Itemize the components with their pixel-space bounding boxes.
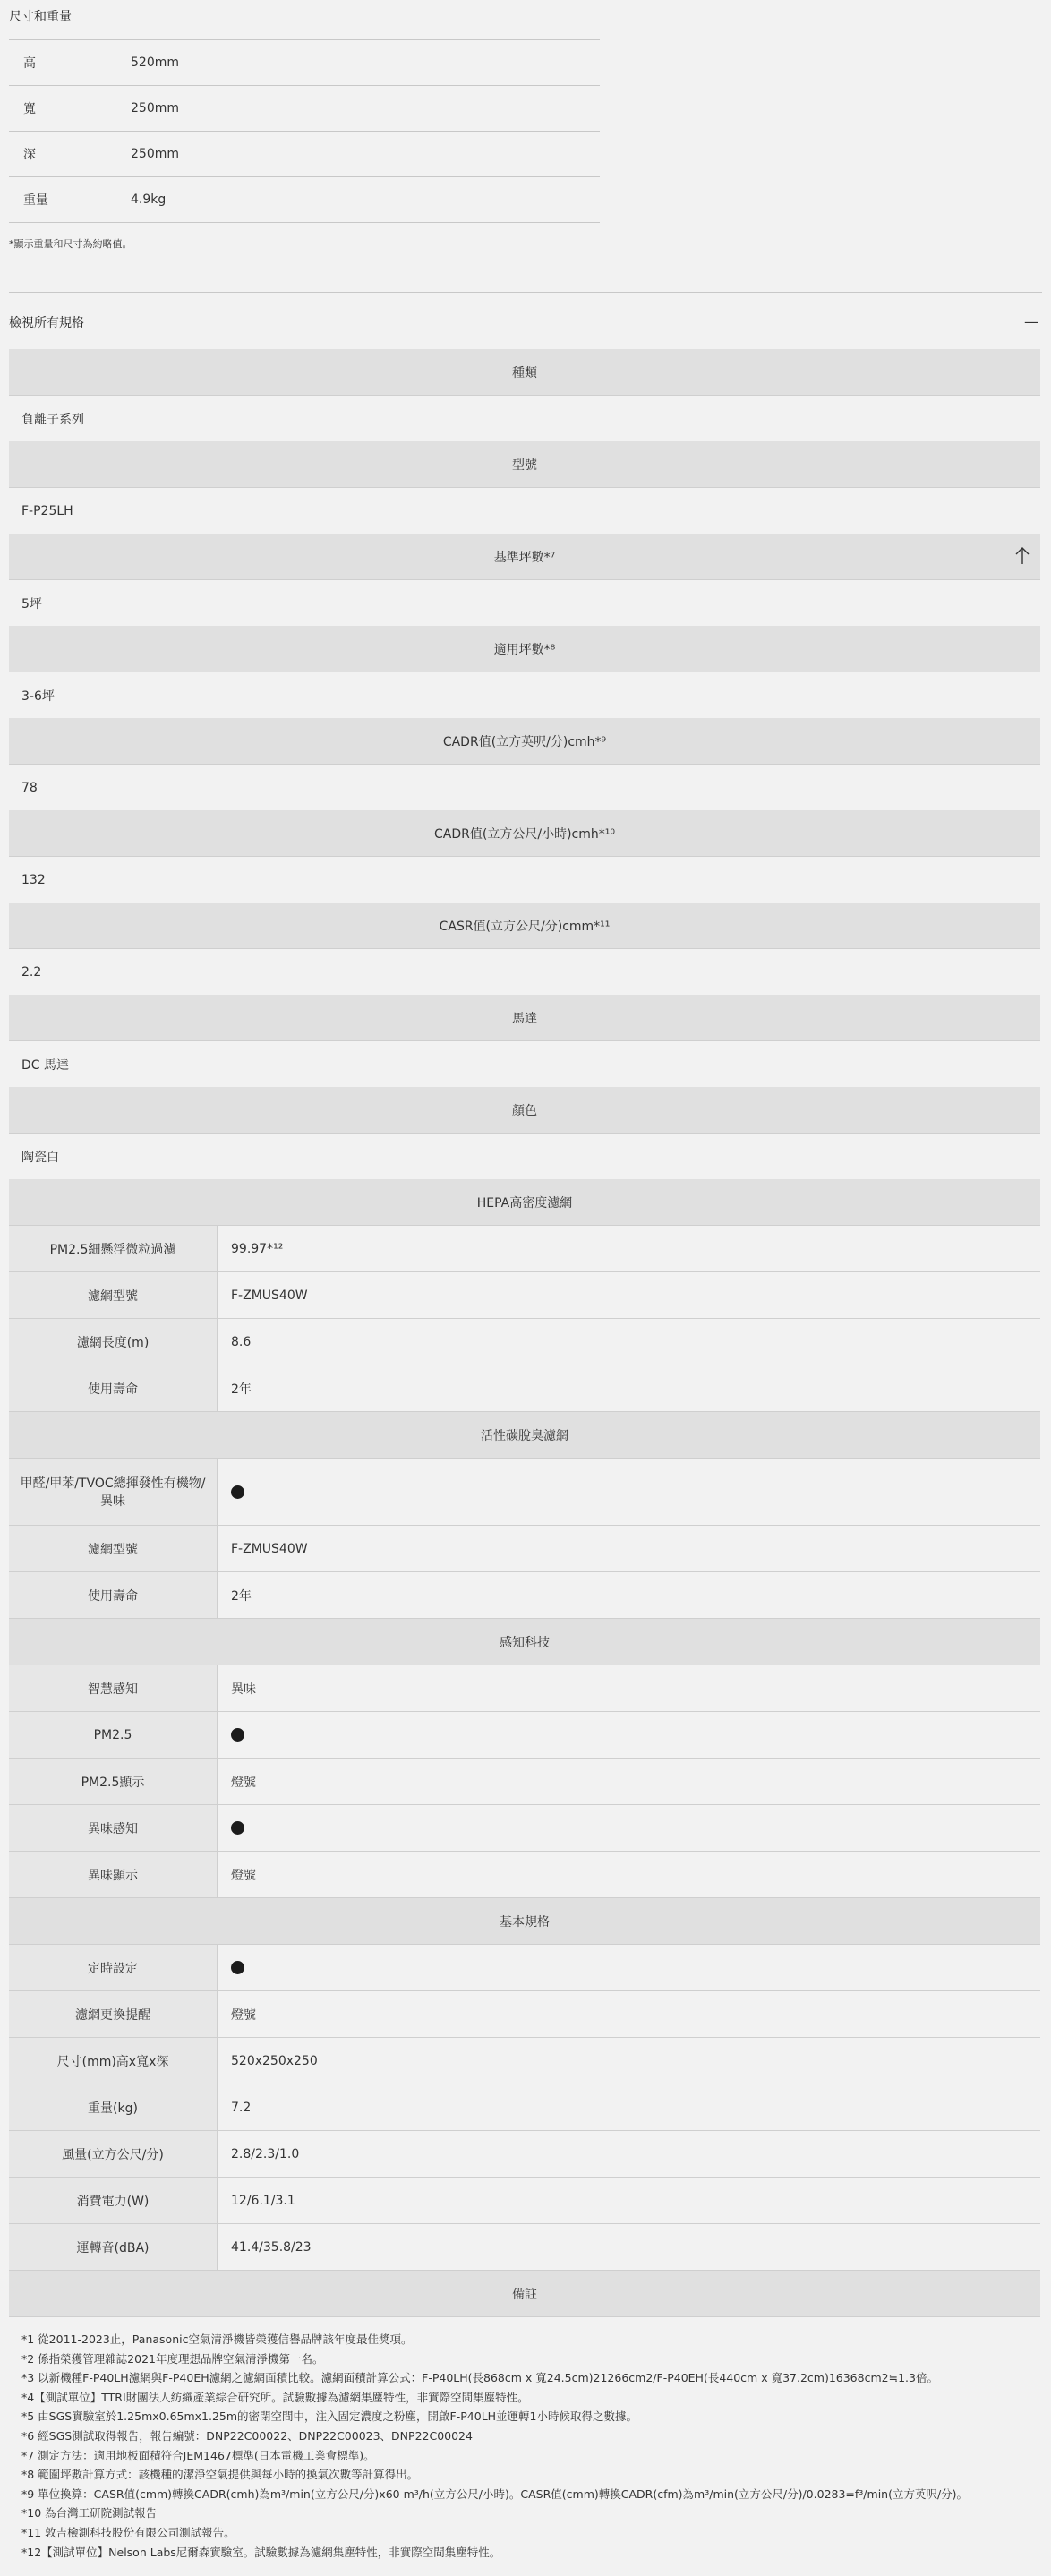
dimension-value: 250mm [131,101,179,116]
row-label: 異味感知 [9,1805,218,1851]
remark-line: *4【測試單位】TTRI財團法人紡織產業綜合研究所。試驗數據為濾網集塵特性，非實際空間集塵特性。 [21,2390,529,2404]
spec-value-type: 負離子系列 [21,412,84,427]
row-label: 使用壽命 [9,1572,218,1618]
remark-line: *12【測試單位】Nelson Labs尼爾森實驗室。試驗數據為濾網集塵特性，非實際空間集塵特性。 [21,2545,501,2559]
spec-header-label: 基準坪數*⁷ [493,550,556,565]
row-label: 濾網更換提醒 [9,1991,218,2037]
row-value: 燈號 [231,1775,256,1790]
table-row [9,1365,1040,1412]
spec-header-carbon: 活性碳脫臭濾網 [9,1412,1040,1459]
spec-header-motor: 馬達 [9,995,1040,1041]
row-label: PM2.5 [9,1712,218,1758]
remark-line: *2 係指榮獲管理雜誌2021年度理想品牌空氣清淨機第一名。 [21,2351,324,2366]
minus-icon[interactable]: — [1024,313,1038,330]
table-row [9,2131,1040,2178]
spec-header-hepa: HEPA高密度濾網 [9,1179,1040,1226]
remark-line: *1 從2011-2023止，Panasonic空氣清淨機皆榮獲信譽品牌該年度最佳獎項。 [21,2332,413,2346]
table-row [9,2084,1040,2131]
table-row [9,1805,1040,1852]
dimension-label: 深 [23,148,36,162]
row-value: 8.6 [231,1334,252,1349]
remark-line: *6 經SGS測試取得報告，報告編號：DNP22C00022、DNP22C00023、DNP22C00024 [21,2428,473,2443]
spec-value-applicable-area: 3-6坪 [21,689,55,704]
remark-line: *11 敦吉檢測科技股份有限公司測試報告。 [21,2525,235,2539]
spec-header-casr: CASR值(立方公尺/分)cmm*¹¹ [9,903,1040,949]
row-value [218,1459,1040,1525]
spec-header-cadr-cmh: CADR值(立方公尺/小時)cmh*¹⁰ [9,810,1040,857]
row-label: 消費電力(W) [9,2178,218,2223]
row-label: 濾網型號 [9,1272,218,1318]
dimensions-title: 尺寸和重量 [9,10,72,24]
row-label: 異味顯示 [9,1852,218,1897]
spec-header-basic: 基本規格 [9,1898,1040,1945]
row-value: F-ZMUS40W [231,1288,308,1303]
table-row [9,1712,1040,1759]
spec-value-cadr-cmh: 132 [21,872,46,887]
remark-line: *5 由SGS實驗室於1.25mx0.65mx1.25m的密閉空間中，注入固定濃度之粉塵，開啟F-P40LH並運轉1小時候取得之數據。 [21,2409,638,2424]
spec-value-motor: DC 馬達 [21,1057,70,1073]
spec-header-type: 種類 [9,349,1040,396]
row-value: 燈號 [231,2007,256,2023]
table-row [9,2178,1040,2224]
table-row [9,1572,1040,1619]
spec-value-color: 陶瓷白 [21,1150,59,1165]
table-row [9,1226,1040,1272]
dimension-label: 高 [23,56,36,71]
row-value: 2.8/2.3/1.0 [231,2146,300,2161]
spec-header-base-area [9,534,1040,580]
row-value: 2年 [231,1382,252,1397]
dimensions-note: *顯示重量和尺寸為約略值。 [9,238,132,250]
remark-line: *7 測定方法：適用地板面積符合JEM1467標準(日本電機工業會標準)。 [21,2448,375,2462]
remarks-list [9,2317,1040,2562]
row-value: 520x250x250 [231,2053,318,2068]
remark-line: *3 以新機種F-P40LH濾網與F-P40EH濾網之濾網面積比較。濾網面積計算公式：F-P40LH(長868cm x 寬24.5cm)21266cm2/F-P40EH(長440cm x 寬37.2cm)16368cm2≒1.3倍。 [21,2371,938,2385]
table-row [9,2038,1040,2084]
row-value: 12/6.1/3.1 [231,2193,295,2208]
dimension-row-depth [9,131,600,176]
row-label: 使用壽命 [9,1365,218,1411]
spec-value-base-area: 5坪 [21,596,42,612]
dimension-label: 寬 [23,102,36,116]
spec-value-model: F-P25LH [21,503,73,518]
table-row [9,1991,1040,2038]
row-label: 風量(立方公尺/分) [9,2131,218,2177]
row-label: 重量(kg) [9,2084,218,2130]
spec-value-casr: 2.2 [21,964,42,980]
row-label: 定時設定 [9,1945,218,1990]
dimensions-table [9,39,600,223]
row-value: F-ZMUS40W [231,1541,308,1556]
dimension-row-width [9,85,600,131]
filled-dot-icon [231,1821,244,1835]
dimension-value: 520mm [131,56,179,70]
row-label: 濾網型號 [9,1526,218,1571]
spec-header-model: 型號 [9,441,1040,488]
spec-value-cadr-cfm: 78 [21,780,38,795]
table-row [9,1319,1040,1365]
remark-line: *8 範圍坪數計算方式：該機種的潔淨空氣提供與每小時的換氣次數等計算得出。 [21,2468,419,2482]
row-value [218,1805,1040,1851]
arrow-up-icon[interactable] [1013,546,1031,566]
remark-line: *10 為台灣工研院測試報告 [21,2506,158,2520]
table-row [9,1272,1040,1319]
table-row [9,2224,1040,2271]
row-label: PM2.5細懸浮微粒過濾 [9,1226,218,1271]
dimension-label: 重量 [23,193,48,208]
row-value [218,1712,1040,1758]
row-value: 99.97*¹² [231,1241,284,1256]
remark-line: *9 單位換算：CASR值(cmm)轉換CADR(cmh)為m³/min(立方公尺/分)x60 m³/h(立方公尺/小時)。CASR值(cmm)轉換CADR(cfm)為m³/min(立方公尺/分)/0.0283=f³/min(立方英呎/分)。 [21,2486,969,2501]
spec-header-cadr-cfm: CADR值(立方英呎/分)cmh*⁹ [9,718,1040,765]
spec-header-sensing: 感知科技 [9,1619,1040,1665]
table-row [9,1665,1040,1712]
dimension-row-height [9,39,600,85]
row-label: 濾網長度(m) [9,1319,218,1365]
table-row [9,1759,1040,1805]
dimension-value: 4.9kg [131,193,167,207]
row-value: 燈號 [231,1868,256,1883]
spec-header-applicable-area: 適用坪數*⁸ [9,626,1040,672]
specs-table [9,349,1040,2562]
section-divider [9,292,1042,293]
dimension-row-weight [9,176,600,223]
row-label: 尺寸(mm)高x寬x深 [9,2038,218,2084]
dimension-value: 250mm [131,147,179,161]
filled-dot-icon [231,1485,244,1499]
row-value: 異味 [231,1682,256,1697]
table-row [9,1526,1040,1572]
row-value: 7.2 [231,2100,252,2115]
row-label: 運轉音(dBA) [9,2224,218,2270]
row-value [218,1945,1040,1990]
row-value: 2年 [231,1588,252,1604]
row-label: 甲醛/甲苯/TVOC總揮發性有機物/異味 [9,1459,218,1525]
spec-header-remarks: 備註 [9,2271,1040,2317]
spec-header-color: 顏色 [9,1087,1040,1134]
all-specs-toggle[interactable]: 檢視所有規格 [9,316,84,330]
filled-dot-icon [231,1728,244,1742]
row-label: 智慧感知 [9,1665,218,1711]
row-value: 41.4/35.8/23 [231,2239,312,2255]
table-row [9,1852,1040,1898]
filled-dot-icon [231,1961,244,1974]
table-row [9,1945,1040,1991]
row-label: PM2.5顯示 [9,1759,218,1804]
table-row [9,1459,1040,1526]
